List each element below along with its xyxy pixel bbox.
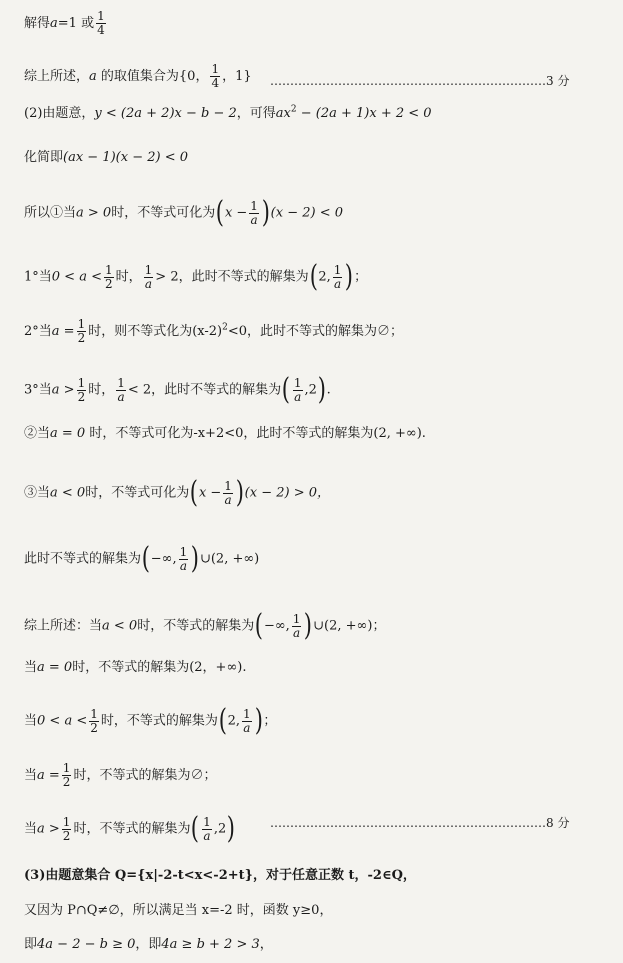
- line-part3-intersection: [24, 903, 332, 919]
- text: 3°当: [24, 382, 52, 398]
- math: ,2: [304, 382, 317, 398]
- math: ∪(2, +∞): [199, 551, 260, 567]
- math: 0 < a <: [51, 269, 102, 285]
- text: 当: [24, 821, 38, 837]
- math: −∞,: [263, 618, 290, 634]
- fraction: [179, 546, 189, 573]
- denominator: a: [294, 389, 302, 404]
- numerator: 1: [117, 375, 125, 390]
- paren-open: (: [189, 475, 199, 510]
- numerator: 1: [77, 317, 86, 331]
- fraction: [77, 377, 87, 404]
- text: 解得: [24, 16, 51, 31]
- fraction: [89, 708, 99, 735]
- line-case-a-zero: [24, 426, 426, 442]
- paren-open: (: [309, 259, 318, 294]
- line-part3-set-q: [24, 868, 416, 884]
- denominator: a: [333, 276, 342, 291]
- denominator: a: [117, 389, 125, 404]
- text: ，可得: [236, 106, 276, 121]
- text: 当: [24, 713, 38, 729]
- text: 时，则不等式化为(x-2): [88, 324, 223, 339]
- denominator: a: [179, 558, 187, 573]
- math: 2,: [227, 713, 241, 729]
- line-part3-inequality: [24, 937, 273, 953]
- math: a < 0: [50, 485, 86, 501]
- text: 又因为 P∩Q≠∅，所以满足当 x=-2 时，函数 y≥0，: [24, 903, 333, 918]
- math: x −: [198, 485, 222, 501]
- paren-open: (: [215, 195, 225, 230]
- text: ；: [263, 713, 277, 729]
- denominator: 2: [90, 720, 98, 735]
- text: ③当: [24, 485, 51, 501]
- paren-close: ): [317, 372, 326, 407]
- numerator: 1: [333, 262, 342, 277]
- numerator: 1: [144, 262, 153, 277]
- fraction: [249, 200, 259, 227]
- score-dots: ……………………………………………………………8 分: [270, 816, 570, 830]
- text: 综上所述：当: [24, 618, 103, 634]
- paren-close: ): [261, 195, 270, 230]
- text: < 2，此时不等式的解集为: [127, 382, 282, 398]
- paren-open: (: [141, 541, 150, 576]
- text: 当: [24, 768, 38, 783]
- denominator: 2: [77, 389, 86, 404]
- numerator: 1: [250, 198, 258, 213]
- text: 2°当: [24, 324, 52, 339]
- numerator: 1: [292, 611, 301, 626]
- text: .: [326, 382, 331, 398]
- numerator: 1: [179, 544, 188, 559]
- text: 时，不等式的解集为(2，+∞).: [72, 660, 247, 675]
- denominator: a: [250, 212, 258, 227]
- denominator: a: [243, 720, 251, 735]
- text: <0，此时不等式的解集为∅；: [227, 324, 404, 339]
- text: 时，不等式可化为-x+2<0，此时不等式的解集为(2, +∞).: [85, 426, 426, 441]
- math: a = 0: [37, 660, 73, 675]
- text: ②当: [24, 426, 51, 441]
- math: a = 0: [50, 426, 86, 441]
- math: 0 < a <: [37, 713, 88, 729]
- fraction: [77, 318, 87, 345]
- score-8: [270, 814, 569, 831]
- paren-close: ): [345, 259, 354, 294]
- math: ,2: [213, 821, 227, 837]
- paren-close: ): [304, 608, 313, 643]
- line-case-a-positive: [24, 195, 343, 230]
- math: 4a ≥ b + 2 > 3: [161, 937, 260, 952]
- fraction: [293, 377, 303, 404]
- text: 综上所述，: [24, 69, 90, 84]
- math: (x − 2) > 0，: [244, 485, 330, 501]
- text: ，1}: [222, 69, 252, 84]
- denominator: 2: [77, 331, 86, 345]
- fraction: [144, 264, 154, 291]
- denominator: a: [203, 828, 211, 843]
- denominator: a: [144, 276, 153, 291]
- fraction: [62, 816, 72, 843]
- text: 即: [24, 937, 38, 952]
- paren-close: ): [226, 811, 236, 846]
- text: 时，不等式的解集为∅；: [73, 768, 217, 783]
- math: a: [89, 69, 97, 84]
- text: 时，不等式的解集为: [73, 821, 191, 837]
- numerator: 1: [293, 375, 302, 390]
- numerator: 1: [97, 9, 105, 23]
- fraction: [333, 264, 343, 291]
- line-subcase-3: [24, 372, 331, 407]
- line-part2-setup: [24, 106, 432, 122]
- math: 4a − 2 − b ≥ 0: [37, 937, 136, 952]
- text: 时，不等式的解集为: [100, 713, 218, 729]
- line-subcase-2: [24, 318, 403, 345]
- numerator: 1: [77, 375, 86, 390]
- numerator: 1: [62, 814, 71, 829]
- superscript: 2: [222, 322, 228, 333]
- text: ；: [354, 269, 368, 285]
- fraction: [210, 63, 220, 90]
- line-subcase-1: [24, 259, 368, 294]
- text: 所以①当: [24, 205, 77, 221]
- line-case-a-negative: [24, 475, 330, 510]
- text: 当: [24, 660, 38, 675]
- denominator: 2: [62, 775, 71, 789]
- paren-open: (: [191, 811, 200, 846]
- text: (2)由题意，: [24, 106, 95, 121]
- math: ax: [275, 106, 291, 121]
- line-simplify: [24, 150, 188, 166]
- paren-open: (: [281, 372, 291, 407]
- math: a: [50, 16, 58, 31]
- math: ∪(2, +∞)；: [313, 618, 386, 634]
- text: ，: [259, 937, 273, 952]
- denominator: 4: [97, 23, 105, 37]
- fraction: [96, 10, 106, 37]
- text: 时，: [115, 269, 142, 285]
- math: a =: [51, 324, 75, 339]
- line-summary-half: [24, 762, 216, 789]
- paren-close: ): [190, 541, 200, 576]
- math: y < (2a + 2)x − b − 2: [94, 106, 237, 121]
- fraction: [104, 264, 114, 291]
- line-summary-negative: [24, 608, 386, 643]
- math: a < 0: [102, 618, 138, 634]
- denominator: 2: [62, 828, 71, 843]
- numerator: 1: [224, 478, 232, 493]
- text: 时，不等式的解集为: [137, 618, 255, 634]
- superscript: 2: [290, 104, 297, 115]
- paren-open: (: [218, 703, 227, 738]
- text: 1°当: [24, 269, 52, 285]
- numerator: 1: [62, 761, 71, 775]
- paren-close: ): [254, 703, 263, 738]
- math: −∞,: [150, 551, 177, 567]
- text: 的取值集合为{0，: [96, 69, 209, 84]
- numerator: 1: [211, 62, 220, 76]
- fraction: [292, 613, 302, 640]
- denominator: a: [224, 492, 232, 507]
- math: (ax − 1)(x − 2) < 0: [63, 150, 189, 165]
- math: − (2a + 1)x + 2 < 0: [296, 106, 432, 121]
- math: a > 0: [76, 205, 112, 221]
- text: > 2，此时不等式的解集为: [155, 269, 309, 285]
- text: 此时不等式的解集为: [24, 551, 142, 567]
- text: 时，: [88, 382, 115, 398]
- line-summary-zero: [24, 660, 246, 676]
- text: 时，不等式可化为: [111, 205, 216, 221]
- numerator: 1: [203, 814, 211, 829]
- line-summary-small-positive: [24, 703, 277, 738]
- text: (3)由题意集合 Q={x|-2-t<x<-2+t}，对于任意正数 t，-2∈Q，: [24, 868, 416, 883]
- text: 时，不等式可化为: [85, 485, 190, 501]
- math: x −: [224, 205, 248, 221]
- numerator: 1: [105, 262, 113, 277]
- fraction: [116, 377, 126, 404]
- fraction: [62, 762, 72, 789]
- paren-close: ): [235, 475, 244, 510]
- numerator: 1: [90, 706, 98, 721]
- math: a >: [37, 821, 60, 837]
- line-summary-large: [24, 811, 236, 846]
- paren-open: (: [254, 608, 264, 643]
- line-negative-solution: [24, 541, 260, 576]
- math: (x − 2) < 0: [270, 205, 343, 221]
- text: 化简即: [24, 150, 64, 165]
- math: 2,: [318, 269, 331, 285]
- score-dots: ……………………………………………………………3 分: [270, 74, 570, 88]
- fraction: [202, 816, 212, 843]
- fraction: [223, 480, 233, 507]
- text: ，即: [135, 937, 162, 952]
- denominator: a: [293, 625, 301, 640]
- score-3: [270, 72, 569, 89]
- denominator: 4: [211, 76, 220, 90]
- math: a >: [51, 382, 75, 398]
- numerator: 1: [243, 706, 251, 721]
- text: =1 或: [57, 16, 95, 31]
- denominator: 2: [105, 276, 113, 291]
- fraction: [242, 708, 252, 735]
- line-summary-set: [24, 63, 252, 90]
- math: a =: [37, 768, 60, 783]
- line-solve-a: [24, 10, 108, 37]
